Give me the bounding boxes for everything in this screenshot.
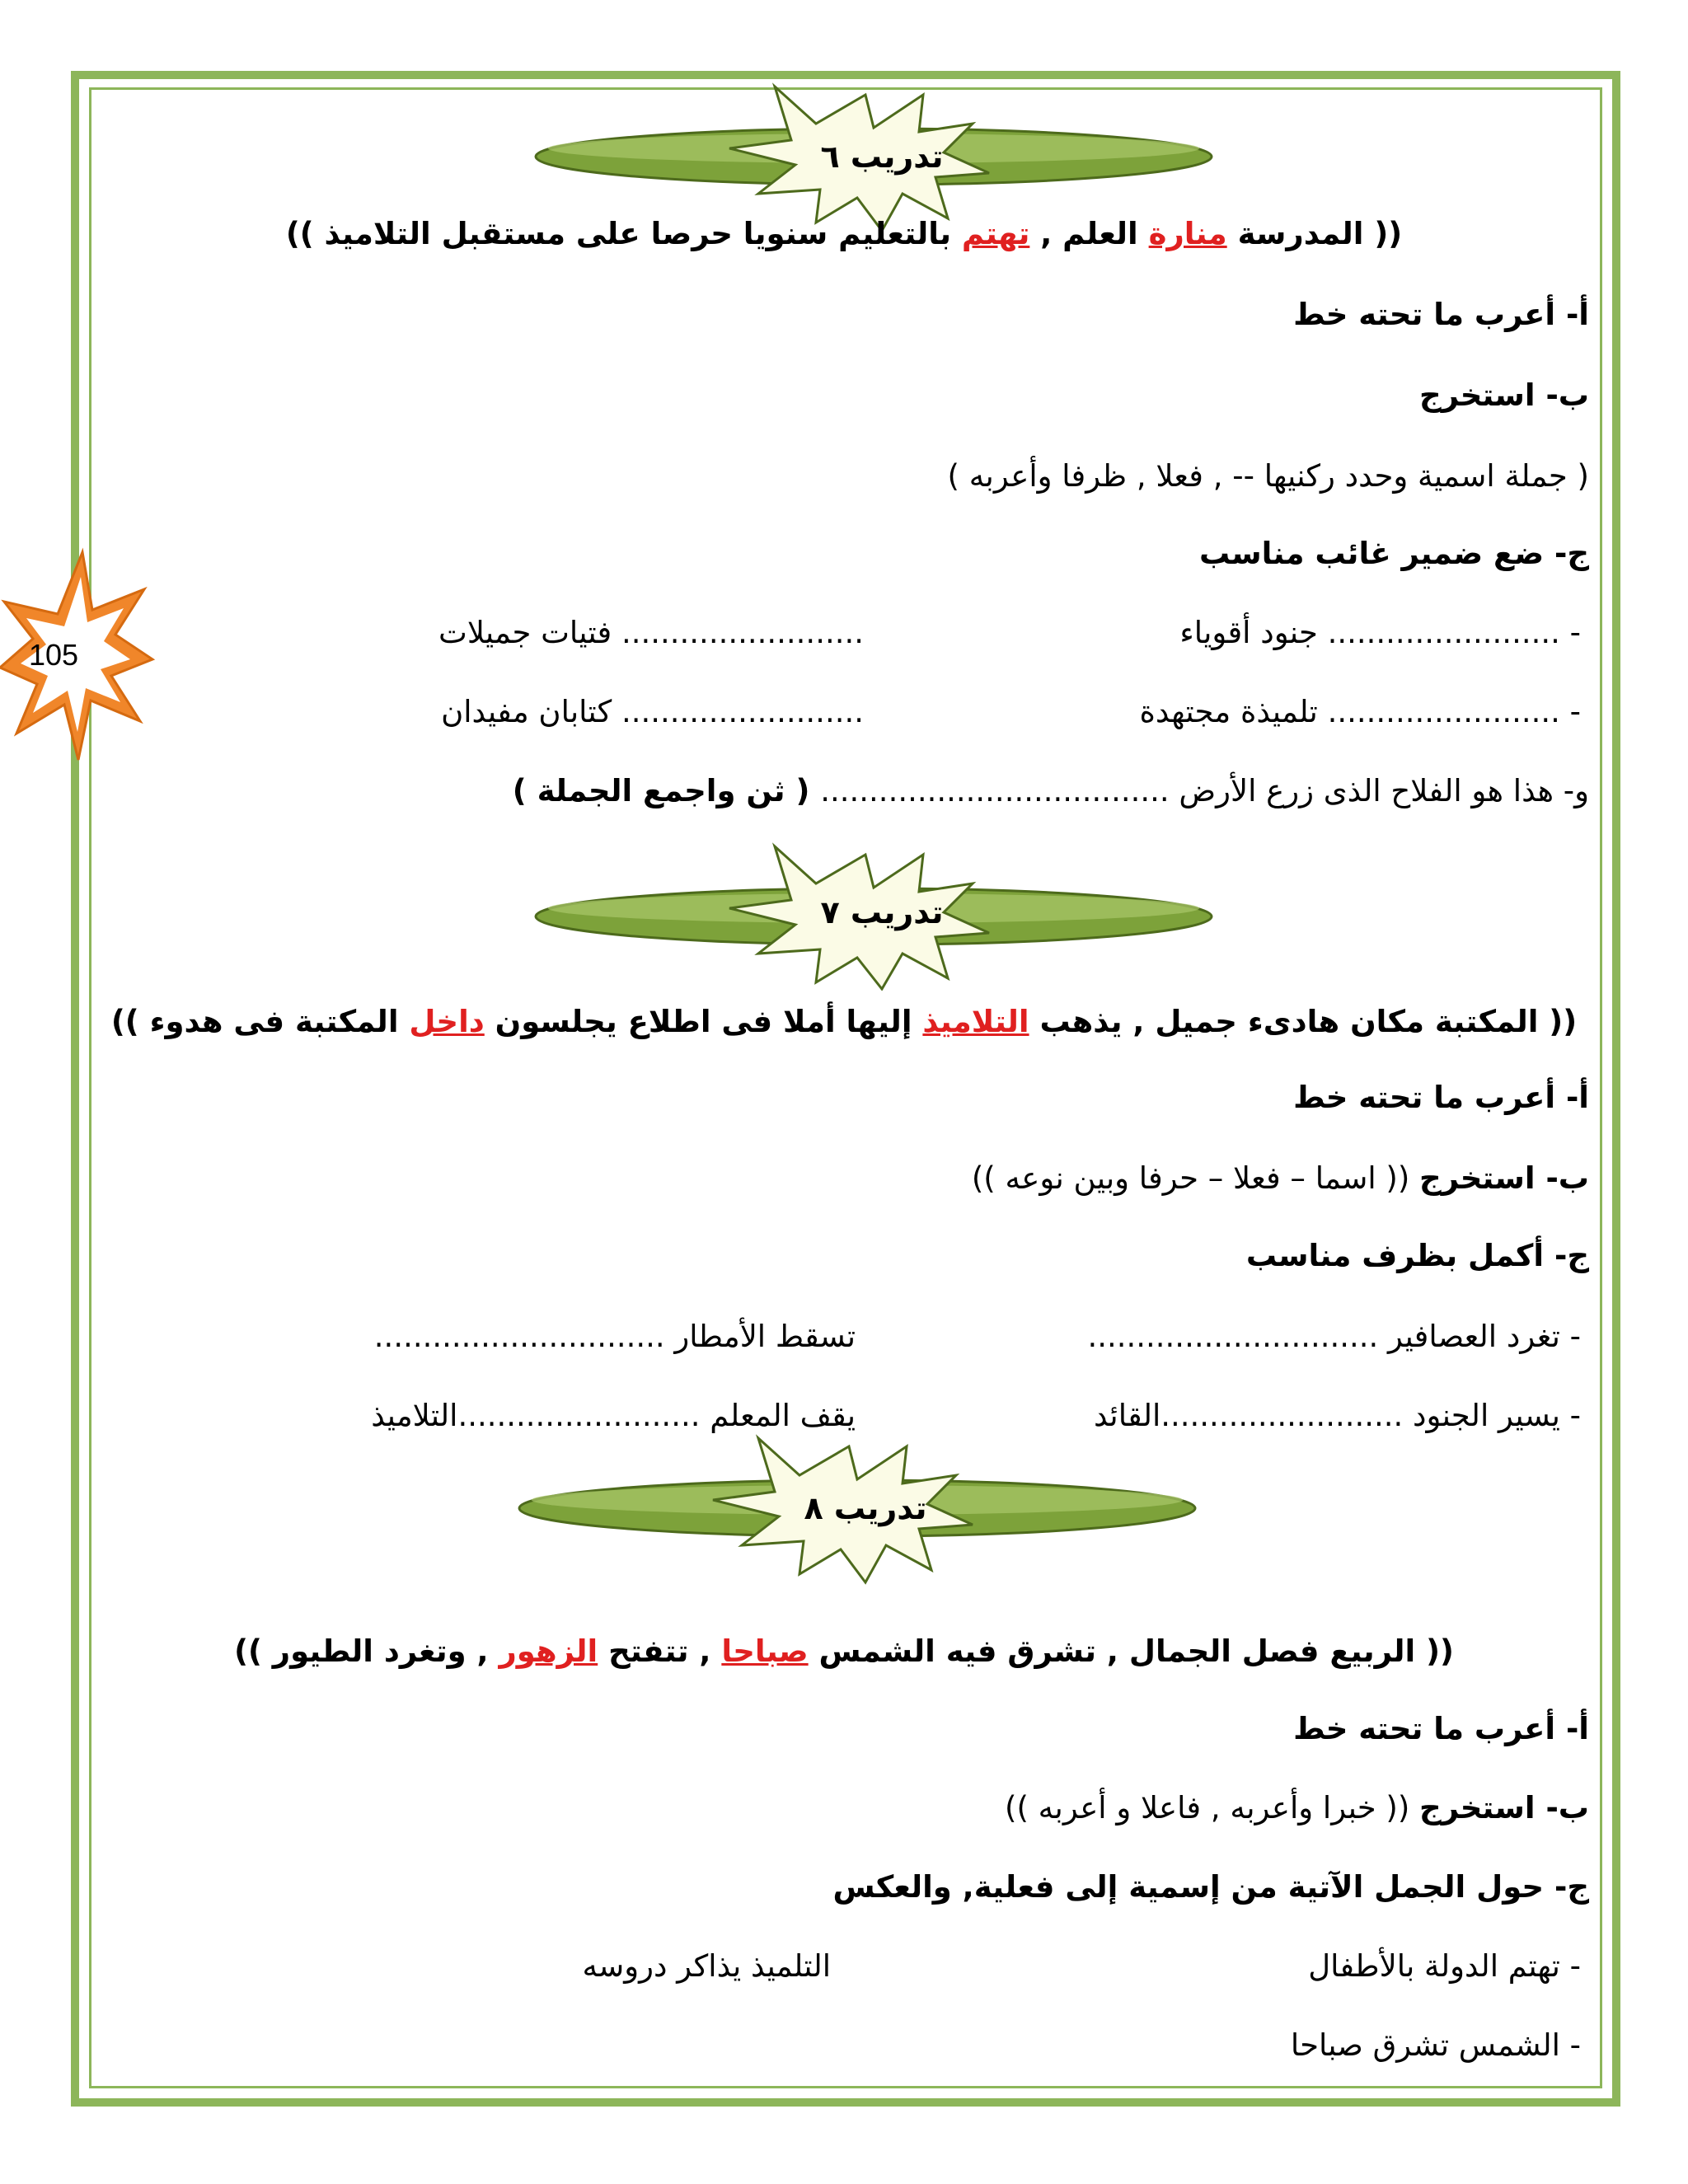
exercise-7-question-a: أ- أعرب ما تحته خط xyxy=(1293,1080,1589,1115)
underlined-word: تهتم xyxy=(961,216,1030,251)
underlined-word: صباحا xyxy=(721,1633,809,1669)
exercise-6-row1-left: ......................... فتيات جميلات xyxy=(438,615,864,650)
exercise-8-banner xyxy=(511,1430,1220,1586)
exercise-7-question-b: ب- استخرج (( اسما – فعلا – حرفا وبين نوعه )) xyxy=(971,1160,1589,1196)
exercise-7-title: تدريب ٧ xyxy=(820,894,944,930)
page-number: 105 xyxy=(28,638,79,672)
exercise-8-row1-right: - تهتم الدولة بالأطفال xyxy=(1308,1948,1581,1984)
exercise-6-question-b-detail: ( جملة اسمية وحدد ركنيها -- , فعلا , ظرفا وأعربه ) xyxy=(947,458,1589,494)
exercise-6-row2-left: ......................... كتابان مفيدان xyxy=(441,694,864,729)
exercise-7-row1-left: تسقط الأمطار .............................. xyxy=(373,1319,856,1354)
exercise-7-question-c: ج- أكمل بظرف مناسب xyxy=(1245,1238,1589,1273)
exercise-6-banner xyxy=(528,78,1236,235)
exercise-6-row2-right: - ........................ تلميذة مجتهدة xyxy=(1139,694,1581,729)
page-number-badge xyxy=(0,544,157,766)
exercise-8-row1-left: التلميذ يذاكر دروسه xyxy=(582,1948,831,1984)
exercise-8-row2-right: - الشمس تشرق صباحا xyxy=(1290,2027,1581,2063)
exercise-7-passage: (( المكتبة مكان هادىء جميل , يذهب التلاميذ إليها أملا فى اطلاع يجلسون داخل المكتبة فى هدوء )) xyxy=(110,1004,1578,1039)
underlined-word: داخل xyxy=(409,1004,485,1039)
exercise-8-title: تدريب ٨ xyxy=(804,1490,927,1526)
exercise-6-question-d: و- هذا هو الفلاح الذى زرع الأرض .................................... ( ثن واجمع الجملة ) xyxy=(512,773,1589,808)
underlined-word: منارة xyxy=(1148,216,1227,251)
exercise-8-question-c: ج- حول الجمل الآتية من إسمية إلى فعلية, والعكس xyxy=(832,1869,1589,1905)
exercise-6-question-a: أ- أعرب ما تحته خط xyxy=(1293,297,1589,332)
exercise-8-question-b: ب- استخرج (( خبرا وأعربه , فاعلا و أعربه )) xyxy=(1005,1790,1589,1825)
exercise-6-question-c: ج- ضع ضمير غائب مناسب xyxy=(1199,536,1589,571)
exercise-7-row2-right: - يسير الجنود .........................القائد xyxy=(1093,1398,1581,1433)
exercise-6-row1-right: - ........................ جنود أقوياء xyxy=(1179,615,1581,650)
exercise-7-row2-left: يقف المعلم .........................التلاميذ xyxy=(371,1398,856,1433)
underlined-word: التلاميذ xyxy=(922,1004,1029,1039)
exercise-7-row1-right: - تغرد العصافير .............................. xyxy=(1087,1319,1581,1354)
exercise-6-passage: (( المدرسة منارة العلم , تهتم بالتعليم سنويا حرصا على مستقبل التلاميذ )) xyxy=(285,216,1403,251)
underlined-word: الزهور xyxy=(499,1633,598,1669)
exercise-6-question-b: ب- استخرج xyxy=(1419,377,1589,413)
exercise-8-question-a: أ- أعرب ما تحته خط xyxy=(1293,1711,1589,1746)
exercise-8-passage: (( الربيع فصل الجمال , تشرق فيه الشمس صباحا , تتفتح الزهور , وتغرد الطيور )) xyxy=(234,1633,1454,1669)
exercise-7-banner xyxy=(528,834,1236,991)
exercise-6-title: تدريب ٦ xyxy=(820,138,944,175)
